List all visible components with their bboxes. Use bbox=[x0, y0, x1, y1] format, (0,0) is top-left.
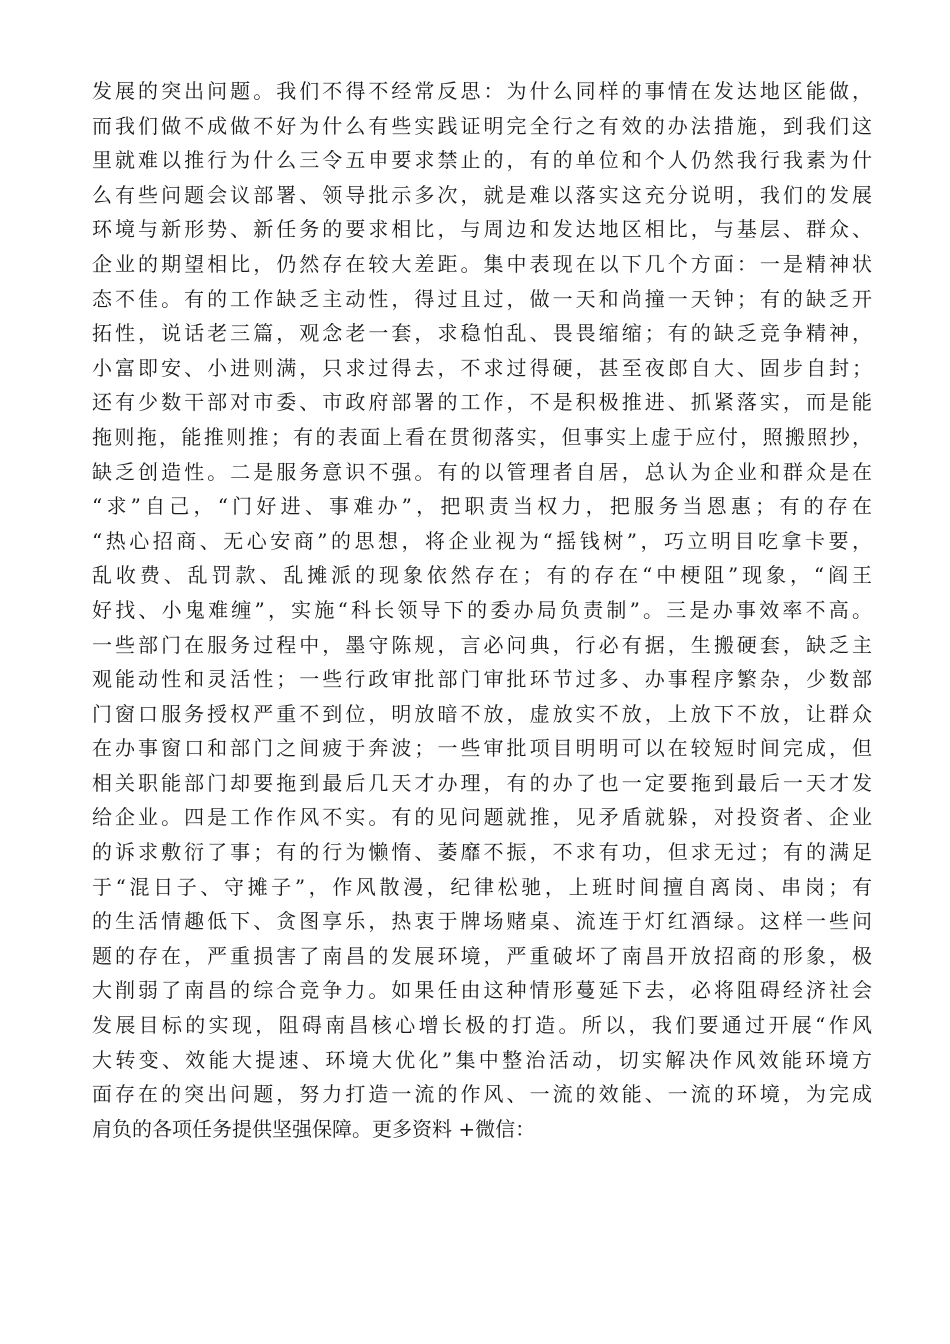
text-line: 观能动性和灵活性；一些行政审批部门审批环节过多、办事程序繁杂，少数部 bbox=[92, 667, 872, 692]
text-line: 环境与新形势、新任务的要求相比，与周边和发达地区相比，与基层、群众、 bbox=[92, 217, 872, 242]
text-line: 而我们做不成做不好为什么有些实践证明完全行之有效的办法措施，到我们这 bbox=[92, 113, 872, 138]
text-line: 企业的期望相比，仍然存在较大差距。集中表现在以下几个方面：一是精神状 bbox=[92, 251, 872, 276]
text-line: 的生活情趣低下、贪图享乐，热衷于牌场赌桌、流连于灯红酒绿。这样一些问 bbox=[92, 909, 872, 934]
text-line: 拓性，说话老三篇，观念老一套，求稳怕乱、畏畏缩缩；有的缺乏竞争精神， bbox=[92, 321, 872, 346]
text-line: 还有少数干部对市委、市政府部署的工作，不是积极推进、抓紧落实，而是能 bbox=[92, 390, 872, 415]
text-line: “求”自己，“门好进、事难办”，把职责当权力，把服务当恩惠；有的存在 bbox=[92, 494, 872, 519]
text-line: 于“混日子、守摊子”，作风散漫，纪律松驰，上班时间擅自离岗、串岗；有 bbox=[92, 874, 872, 899]
text-line: 给企业。四是工作作风不实。有的见问题就推，见矛盾就躲，对投资者、企业 bbox=[92, 805, 872, 830]
text-line: 题的存在，严重损害了南昌的发展环境，严重破坏了南昌开放招商的形象，极 bbox=[92, 943, 872, 968]
text-line: 相关职能部门却要拖到最后几天才办理，有的办了也一定要拖到最后一天才发 bbox=[92, 770, 872, 795]
text-line: 么有些问题会议部署、领导批示多次，就是难以落实这充分说明，我们的发展 bbox=[92, 182, 872, 207]
text-line-last: 肩负的各项任务提供坚强保障。更多资料 +微信： bbox=[92, 1116, 536, 1141]
text-line: 大削弱了南昌的综合竞争力。如果任由这种情形蔓延下去，必将阻碍经济社会 bbox=[92, 978, 872, 1003]
text-line: 的诉求敷衍了事；有的行为懒惰、萎靡不振，不求有功，但求无过；有的满足 bbox=[92, 840, 872, 865]
text-line: 小富即安、小进则满，只求过得去，不求过得硬，甚至夜郎自大、固步自封； bbox=[92, 355, 872, 380]
text-line: 大转变、效能大提速、环境大优化”集中整治活动，切实解决作风效能环境方 bbox=[92, 1047, 872, 1072]
text-line: 好找、小鬼难缠”，实施“科长领导下的委办局负责制”。三是办事效率不高。 bbox=[92, 597, 872, 622]
text-line: “热心招商、无心安商”的思想，将企业视为“摇钱树”，巧立明目吃拿卡要， bbox=[92, 528, 872, 553]
text-line: 发展目标的实现，阻碍南昌核心增长极的打造。所以，我们要通过开展“作风 bbox=[92, 1013, 872, 1038]
text-line: 发展的突出问题。我们不得不经常反思：为什么同样的事情在发达地区能做， bbox=[92, 79, 872, 103]
text-line: 缺乏创造性。二是服务意识不强。有的以管理者自居，总认为企业和群众是在 bbox=[92, 459, 872, 484]
text-line: 态不佳。有的工作缺乏主动性，得过且过，做一天和尚撞一天钟；有的缺乏开 bbox=[92, 286, 872, 311]
text-line: 一些部门在服务过程中，墨守陈规，言必问典，行必有据，生搬硬套，缺乏主 bbox=[92, 632, 872, 657]
text-line: 乱收费、乱罚款、乱摊派的现象依然存在；有的存在“中梗阻”现象，“阎王 bbox=[92, 563, 872, 588]
text-line: 在办事窗口和部门之间疲于奔波；一些审批项目明明可以在较短时间完成，但 bbox=[92, 736, 872, 761]
text-line: 门窗口服务授权严重不到位，明放暗不放，虚放实不放，上放下不放，让群众 bbox=[92, 701, 872, 726]
text-line: 里就难以推行为什么三令五申要求禁止的，有的单位和个人仍然我行我素为什 bbox=[92, 148, 872, 173]
text-line: 面存在的突出问题，努力打造一流的作风、一流的效能、一流的环境，为完成 bbox=[92, 1082, 872, 1107]
body-paragraph bbox=[92, 74, 872, 1146]
text-line: 拖则拖，能推则推；有的表面上看在贯彻落实，但事实上虚于应付，照搬照抄， bbox=[92, 424, 872, 449]
